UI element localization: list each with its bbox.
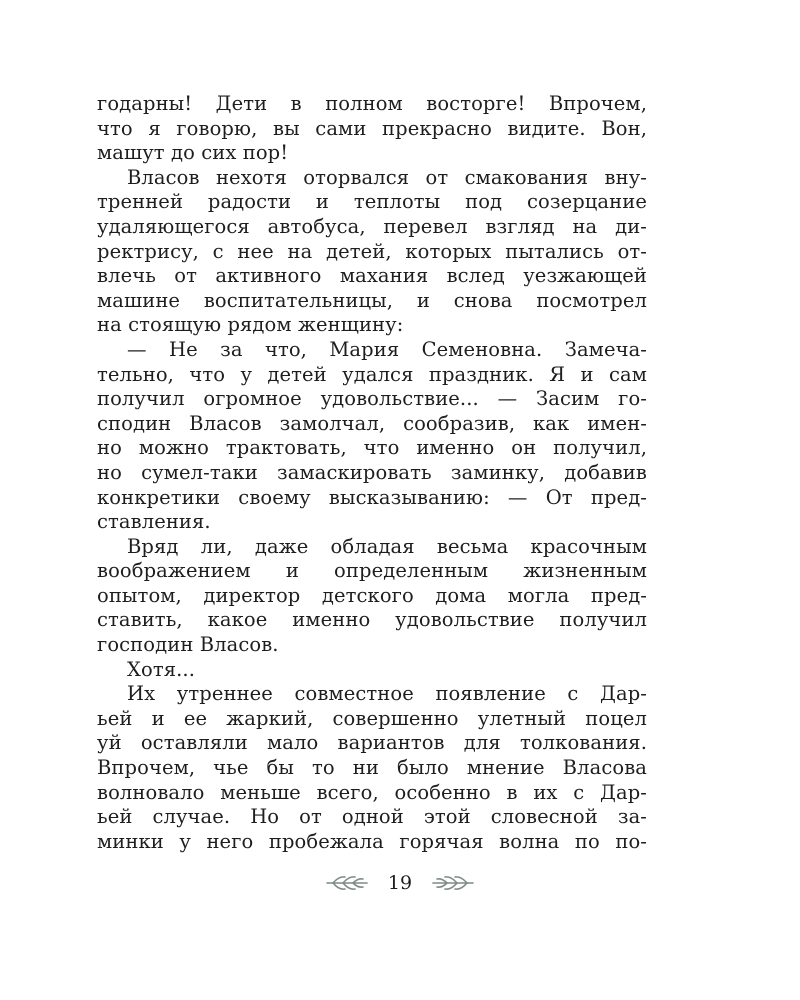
page-number: 19 <box>387 872 413 894</box>
text-line: опытом, директор детского дома могла пред- <box>97 583 647 607</box>
text-line: на стоящую рядом женщину: <box>97 313 404 337</box>
text-line: сподин Власов замолчал, сообразив, как имен- <box>97 411 647 435</box>
text-line: ьей случае. Но от одной этой словесной за- <box>97 805 647 829</box>
text-line: но можно трактовать, что именно он получил, <box>97 436 647 460</box>
text-line: удаляющегося автобуса, перевел взгляд на ди- <box>97 214 647 238</box>
text-line: Вряд ли, даже обладая весьма красочным <box>127 534 647 558</box>
body-text <box>97 92 647 854</box>
text-line: минки у него пробежала горячая волна по по- <box>97 829 647 853</box>
text-line: машине воспитательницы, и снова посмотрел <box>97 288 647 312</box>
text-line: тельно, что у детей удался праздник. Я и сам <box>97 362 647 386</box>
text-line: но сумел-таки замаскировать заминку, добавив <box>97 460 647 484</box>
text-line: Хотя... <box>127 657 196 681</box>
text-line: годарны! Дети в полном восторге! Впрочем, <box>97 92 647 115</box>
text-line: влечь от активного махания вслед уезжающей <box>97 264 647 288</box>
text-line: господин Власов. <box>97 633 279 657</box>
text-line: уй оставляли мало вариантов для толкования. <box>97 731 647 755</box>
text-line: машут до сих пор! <box>97 141 289 165</box>
text-line: ставить, какое именно удовольствие получил <box>97 608 647 632</box>
text-line: Впрочем, чье бы то ни было мнение Власова <box>97 756 647 780</box>
text-line: — Не за что, Мария Семеновна. Замеча- <box>127 337 647 361</box>
page-footer <box>0 868 800 898</box>
text-line: ьей и ее жаркий, совершенно улетный поцел <box>97 706 647 730</box>
text-line: конкретики своему высказыванию: — От пред- <box>97 485 647 509</box>
left-laurel-ornament-icon <box>325 874 369 892</box>
text-line: Их утреннее совместное появление с Дар- <box>127 682 647 706</box>
text-line: ректрису, с нее на детей, которых пытались от- <box>97 239 647 263</box>
text-line: получил огромное удовольствие... — Засим го- <box>97 387 647 411</box>
text-line: волновало меньше всего, особенно в их с Дар- <box>97 780 647 804</box>
text-line: тренней радости и теплоты под созерцание <box>97 190 647 214</box>
text-line: Власов нехотя оторвался от смакования вну- <box>127 165 647 189</box>
text-line: что я говорю, вы сами прекрасно видите. Вон, <box>97 116 647 140</box>
text-line: ставления. <box>97 510 211 534</box>
right-laurel-ornament-icon <box>431 874 475 892</box>
text-line: воображением и определенным жизненным <box>97 559 647 583</box>
